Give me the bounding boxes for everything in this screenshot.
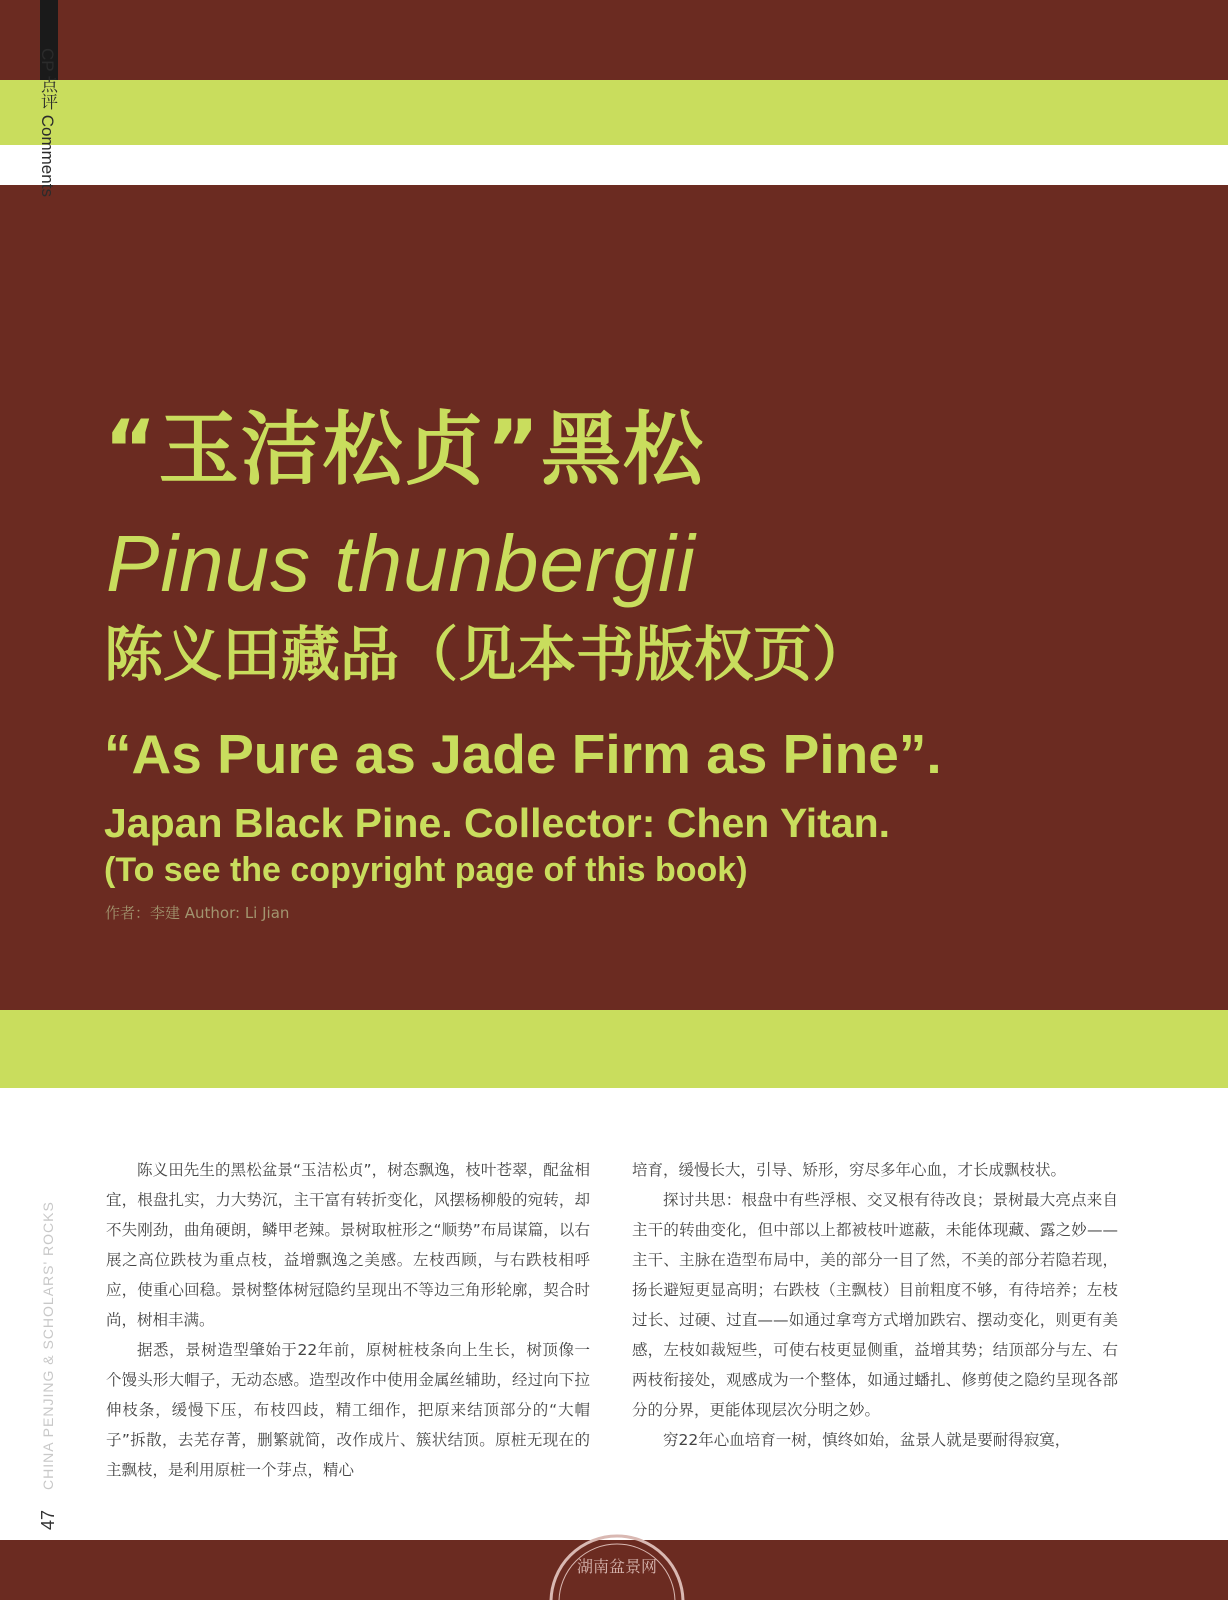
author-credit: 作者：李建 Author: Li Jian (105, 904, 290, 922)
book-name-vertical: CHINA PENJING & SCHOLARS' ROCKS (40, 1201, 56, 1490)
bottom-green-band (0, 1010, 1228, 1088)
article-column-left (106, 1155, 590, 1485)
paragraph: 探讨共思：根盘中有些浮根、交叉根有待改良；景树最大亮点来自主干的转曲变化，但中部以上都被枝叶遮蔽，未能体现藏、露之妙——主干、主脉在造型布局中，美的部分一目了然，不美的部分若隐若现，扬长避短更显高明；右跌枝（主飘枝）目前粗度不够，有待培养；左枝过长、过硬、过直——如通过拿弯方式增加跌宕、摆动变化，则更有美感，左枝如裁短些，可使右枝更显侧重，益增其势；结顶部分与左、右两枝衔接处，观感成为一个整体，如通过蟠扎、修剪使之隐约呈现各部分的分界，更能体现层次分明之妙。 (632, 1191, 1118, 1419)
latin-species-name: Pinus thunbergii (106, 519, 696, 608)
chinese-collector-line: 陈义田藏品（见本书版权页） (104, 620, 872, 689)
english-title: “As Pure as Jade Firm as Pine”. (104, 723, 942, 785)
top-green-band (0, 80, 1228, 145)
paragraph: 据悉，景树造型肇始于22年前，原树桩枝条向上生长，树顶像一个馒头形大帽子，无动态感。造型改作中使用金属丝辅助，经过向下拉伸枝条，缓慢下压，布枝四歧，精工细作，把原来结顶部分的“大帽子”拆散，去芜存菁，删繁就简，改作成片、簇状结顶。原桩无现在的主飘枝，是利用原桩一个芽点，精心 (106, 1341, 590, 1479)
watermark-text: 湖南盆景网 (576, 1557, 658, 1576)
article-column-right (632, 1155, 1118, 1455)
paragraph: 穷22年心血培育一树，慎终如始，盆景人就是要耐得寂寞， (663, 1431, 1071, 1449)
paragraph-continuation: 培育，缓慢长大，引导、矫形，穷尽多年心血，才长成飘枝状。 (632, 1161, 1067, 1179)
paragraph: 陈义田先生的黑松盆景“玉洁松贞”，树态飘逸，枝叶苍翠，配盆相宜，根盘扎实，力大势沉，主干富有转折变化，风摆杨柳般的宛转，却不失刚劲，曲角硬朗，鳞甲老辣。景树取桩形之“顺势”布局谋篇，以右展之高位跌枝为重点枝，益增飘逸之美感。左枝西顾，与右跌枝相呼应，使重心回稳。景树整体树冠隐约呈现出不等边三角形轮廓，契合时尚，树相丰满。 (106, 1161, 590, 1329)
english-subtitle: Japan Black Pine. Collector: Chen Yitan. (104, 800, 891, 846)
english-copyright-note: (To see the copyright page of this book) (104, 851, 748, 889)
watermark-seal (543, 1528, 691, 1600)
section-label: CP 点评 Comments (38, 48, 57, 197)
chinese-title: “玉洁松贞”黑松 (104, 403, 706, 496)
page-number: 47 (38, 1509, 58, 1530)
watermark-seal-icon (543, 1528, 691, 1600)
top-white-band (0, 145, 1228, 185)
